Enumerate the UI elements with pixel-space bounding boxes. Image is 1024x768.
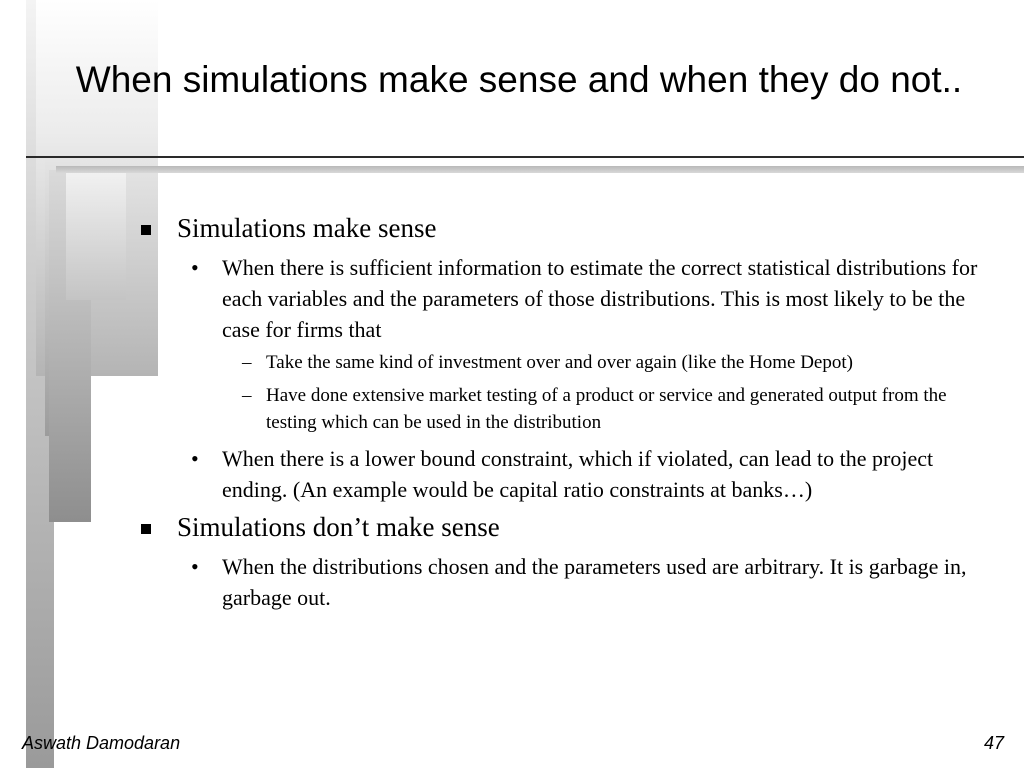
page-number: 47 (983, 733, 1004, 753)
dash-bullet-icon: – (242, 385, 252, 406)
dot-bullet-icon: • (191, 255, 199, 280)
section-heading: Simulations make sense (177, 213, 437, 243)
sub-bullet-point: Have done extensive market testing of a product or service and generated output from the testing which can be used in the distribution (266, 385, 947, 433)
dot-bullet-icon: • (191, 446, 199, 471)
slide-title: When simulations make sense and when they do not.. (75, 59, 963, 100)
dot-bullet-icon: • (191, 554, 199, 579)
square-bullet-icon (141, 524, 151, 534)
bullet-point: When there is a lower bound constraint, which if violated, can lead to the project ending. (An example would be capital ratio constraints at banks…) (222, 446, 934, 502)
dash-bullet-icon: – (242, 352, 252, 373)
footer-author: Aswath Damodaran (22, 733, 181, 753)
square-bullet-icon (141, 225, 151, 235)
bullet-point: When there is sufficient information to estimate the correct statistical distributions for each variables and the parameters of those distributions. This is most likely to be the case for firms that (222, 255, 978, 342)
bullet-point: When the distributions chosen and the parameters used are arbitrary. It is garbage in, garbage out. (222, 554, 967, 610)
section-heading: Simulations don’t make sense (177, 512, 500, 542)
sub-bullet-point: Take the same kind of investment over and over again (like the Home Depot) (266, 352, 853, 373)
